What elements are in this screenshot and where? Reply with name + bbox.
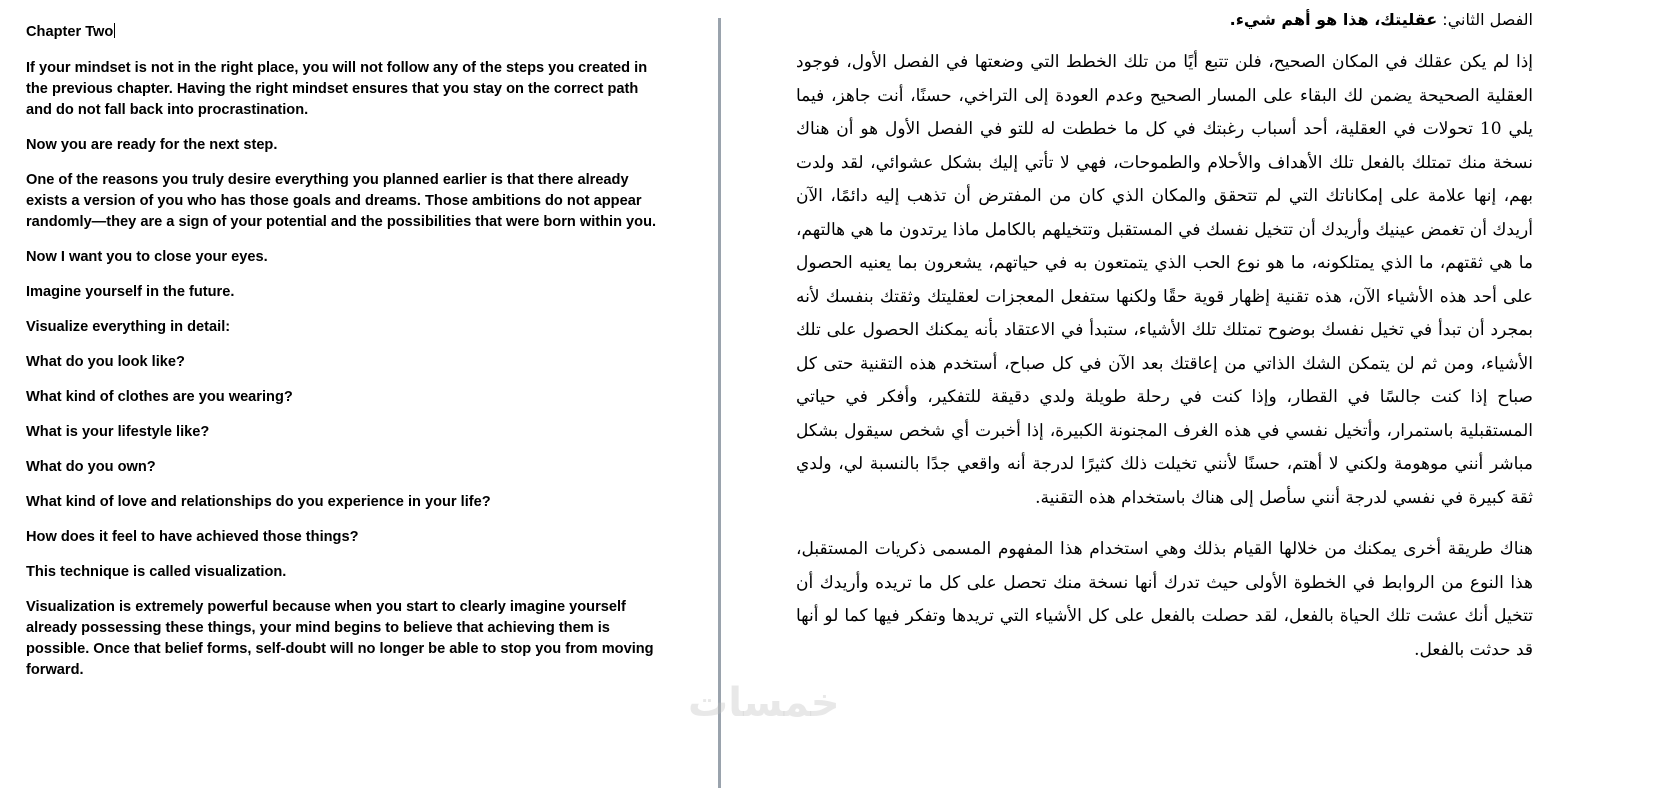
arabic-title-prefix: الفصل الثاني: (1437, 10, 1533, 29)
english-paragraph[interactable]: Visualize everything in detail: (26, 319, 231, 335)
text-cursor (114, 23, 115, 38)
english-paragraph[interactable]: Now you are ready for the next step. (26, 137, 278, 153)
english-paragraph[interactable]: What do you look like? (26, 354, 185, 370)
arabic-title-bold: عقليتك، هذا هو أهم شيء. (1229, 10, 1438, 29)
english-paragraph[interactable]: What is your lifestyle like? (26, 424, 210, 440)
watermark-logo: خمسات (688, 680, 840, 726)
arabic-paragraph[interactable]: هناك طريقة أخرى يمكنك من خلالها القيام بذلك وهي استخدام هذا المفهوم المسمى ذكريات المستقبل، هذا النوع من الروابط في الخطوة الأولى حيث تدرك أنها نسخة منك تحصل على كل ما تريده وأريدك أن تتخيل أنك عشت تلك الحياة بالفعل، لقد حصلت بالفعل على كل الأشياء التي تريدها وتفكر فيها كما لو أنها قد حدثت بالفعل. (796, 539, 1533, 660)
english-paragraph[interactable]: What kind of clothes are you wearing? (26, 389, 293, 405)
arabic-paragraph[interactable]: إذا لم يكن عقلك في المكان الصحيح، فلن تتبع أيًا من تلك الخطط التي وضعتها في الفصل الأول، فوجود العقلية الصحيحة يضمن لك البقاء على المسار الصحيح وعدم العودة إلى التراخي، حسنًا، أنت جاهز، فيما يلي 10 تحولات في العقلية، أحد أسباب رغبتك في كل ما خططت له للتو في الفصل الأول هو أن هناك نسخة منك تمتلك بالفعل تلك الأهداف والأحلام والطموحات، فهي لا تأتي إليك بشكل عشوائي، لقد ولدت بهم، إنها علامة على إمكاناتك التي لم تتحقق والمكان الذي كان من المفترض أن تذهب إليه دائمًا، الآن أريدك أن تغمض عينيك وأريدك أن تتخيل نفسك في المستقبل وتتخيلهم بالكامل ماذا يرتدون ما هي هالتهم، ما هي ثقتهم، ما الذي يمتلكونه، ما هو نوع الحب الذي يتمتعون به في حياتهم، يشعرون بما يعنيه الحصول على أحد هذه الأشياء الآن، هذه تقنية إظهار قوية حقًا ولكنها ستفعل المعجزات لعقليتك وثقتك بنفسك لأنه بمجرد أن تبدأ في تخيل نفسك بوضوح تمتلك تلك الأشياء، ستبدأ في الاعتقاد بأنه يمكنك الحصول على تلك الأشياء، ومن ثم لن يتمكن الشك الذاتي من إعاقتك بعد الآن في كل صباح، أستخدم هذه التقنية حتى كل صباح إذا كنت جالسًا في القطار، وإذا كنت في رحلة طويلة ولدي دقيقة للتفكير، وأفكر في حياتي المستقبلية باستمرار، وأتخيل نفسي في هذه الغرف المجنونة الكبيرة، إذا أخبرت أي شخص سيقول بشكل مباشر أنني موهومة ولكني لا أهتم، حسنًا لأنني تخيلت ذلك كثيرًا لدرجة أنه واقعي جدًا بالنسبة لي، ولدي ثقة كبيرة في نفسي لدرجة أنني سأصل إلى هناك باستخدام هذه التقنية. (796, 52, 1534, 508)
english-paragraph[interactable]: Imagine yourself in the future. (26, 284, 235, 300)
english-paragraph[interactable]: Visualization is extremely powerful because when you start to clearly imagine yourself already possessing these things, your mind begins to believe that achieving them is possible. Once that belief forms, self-doubt will no longer be able to stop you from moving forward. (26, 599, 654, 678)
arabic-text-area[interactable] (796, 6, 1533, 685)
english-paragraph[interactable]: If your mindset is not in the right place, you will not follow any of the steps you created in the previous chapter. Having the right mindset ensures that you stay on the correct path and do not fall back into procrastination. (26, 60, 648, 118)
english-paragraph[interactable]: This technique is called visualization. (26, 564, 287, 580)
english-paragraph[interactable]: How does it feel to have achieved those things? (26, 529, 359, 545)
english-paragraph[interactable]: One of the reasons you truly desire everything you planned earlier is that there already exists a version of you who has those goals and dreams. Those ambitions do not appear randomly—they are a sign of your potential and the possibilities that were born within you. (26, 172, 657, 230)
english-text-area[interactable] (26, 22, 666, 695)
english-paragraph[interactable]: Now I want you to close your eyes. (26, 249, 268, 265)
english-paragraph[interactable]: What do you own? (26, 459, 156, 475)
arabic-document-pane[interactable] (722, 0, 1664, 788)
english-paragraph[interactable]: What kind of love and relationships do you experience in your life? (26, 494, 491, 510)
english-chapter-title[interactable]: Chapter Two (26, 24, 114, 40)
english-document-pane[interactable] (0, 0, 718, 788)
pane-divider[interactable] (718, 18, 721, 788)
arabic-chapter-title[interactable] (796, 6, 1533, 34)
